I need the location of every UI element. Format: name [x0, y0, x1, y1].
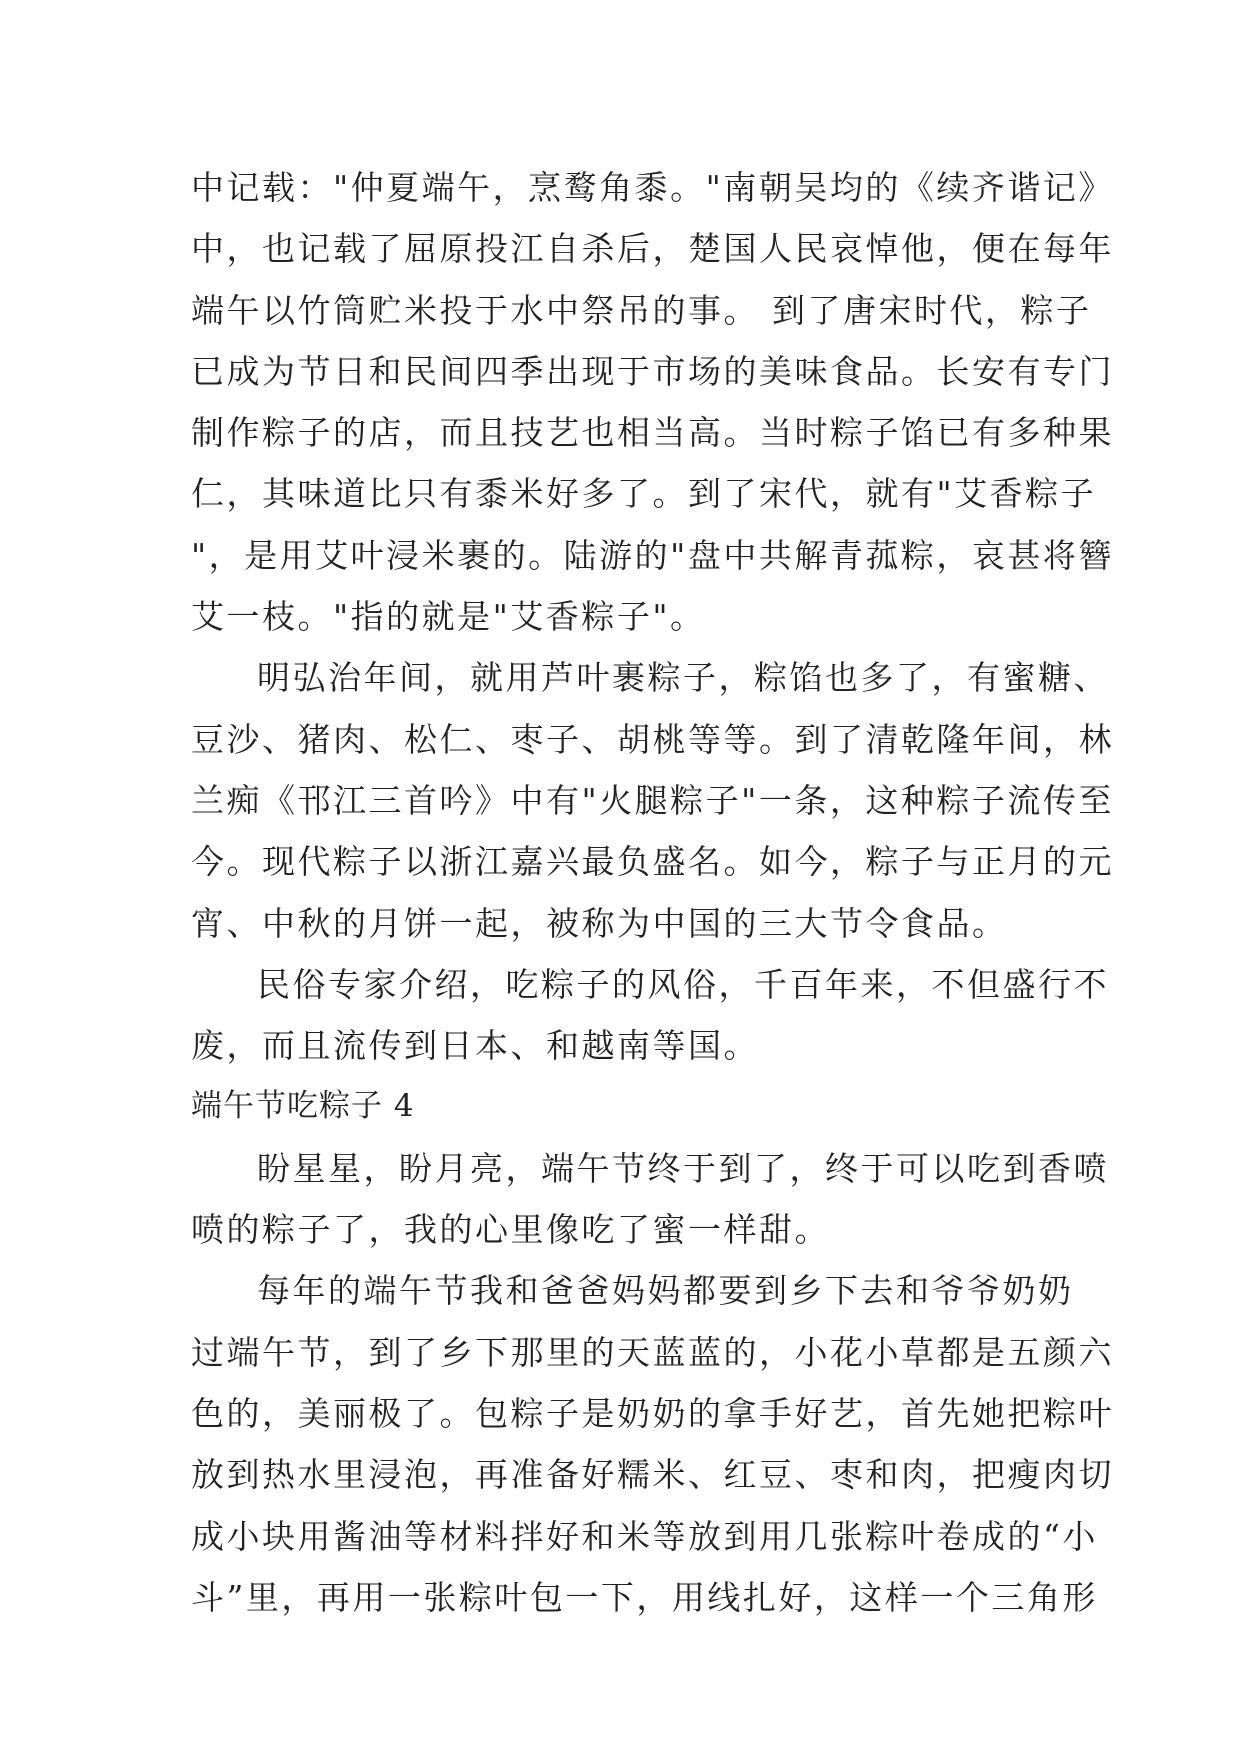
text-line: 今。现代粽子以浙江嘉兴最负盛名。如今，粽子与正月的元 — [191, 842, 1114, 882]
text-line: 端午以竹筒贮米投于水中祭吊的事。 到了唐宋时代，粽子 — [191, 290, 1092, 330]
text-line: 放到热水里浸泡，再准备好糯米、红豆、枣和肉，把瘦肉切 — [191, 1455, 1114, 1495]
text-line: 每年的端午节我和爸爸妈妈都要到乡下去和爷爷奶奶 — [257, 1271, 1074, 1311]
text-line: 喷的粽子了，我的心里像吃了蜜一样甜。 — [191, 1210, 830, 1250]
document-body — [191, 157, 1114, 1628]
text-line: 制作粽子的店，而且技艺也相当高。当时粽子馅已有多种果 — [191, 413, 1114, 453]
text-line: 仁，其味道比只有黍米好多了。到了宋代，就有"艾香粽子 — [191, 474, 1097, 514]
text-line: 中，也记载了屈原投江自杀后，楚国人民哀悼他，便在每年 — [191, 229, 1114, 269]
text-line: 中记载："仲夏端午，烹鹜角黍。"南朝吴均的《续齐谐记》 — [191, 168, 1114, 207]
text-line: 豆沙、猪肉、松仁、枣子、胡桃等等。到了清乾隆年间，林 — [191, 719, 1114, 759]
text-line: 已成为节日和民间四季出现于市场的美味食品。长安有专门 — [191, 351, 1114, 391]
text-line: 过端午节，到了乡下那里的天蓝蓝的，小花小草都是五颜六 — [191, 1332, 1114, 1372]
text-line: 宵、中秋的月饼一起，被称为中国的三大节令食品。 — [191, 903, 1008, 943]
text-line: 盼星星，盼月亮，端午节终于到了，终于可以吃到香喷 — [257, 1148, 1109, 1188]
text-line: 民俗专家介绍，吃粽子的风俗，千百年来，不但盛行不 — [257, 964, 1109, 1004]
text-line: "，是用艾叶浸米裹的。陆游的"盘中共解青菰粽，哀甚将簪 — [191, 535, 1114, 575]
text-line: 兰痴《邗江三首吟》中有"火腿粽子"一条，这种粽子流传至 — [191, 780, 1114, 820]
text-line: 色的，美丽极了。包粽子是奶奶的拿手好艺，首先她把粽叶 — [191, 1393, 1114, 1433]
text-line: 废，而且流传到日本、和越南等国。 — [191, 1026, 759, 1066]
text-line: 明弘治年间，就用芦叶裹粽子，粽馅也多了，有蜜糖、 — [257, 658, 1109, 698]
text-line: 斗”里，再用一张粽叶包一下，用线扎好，这样一个三角形 — [191, 1577, 1098, 1617]
text-line: 艾一枝。"指的就是"艾香粽子"。 — [191, 597, 706, 637]
section-heading: 端午节吃粽子 4 — [191, 1088, 415, 1125]
text-line: 成小块用酱油等材料拌好和米等放到用几张粽叶卷成的“小 — [191, 1516, 1098, 1556]
